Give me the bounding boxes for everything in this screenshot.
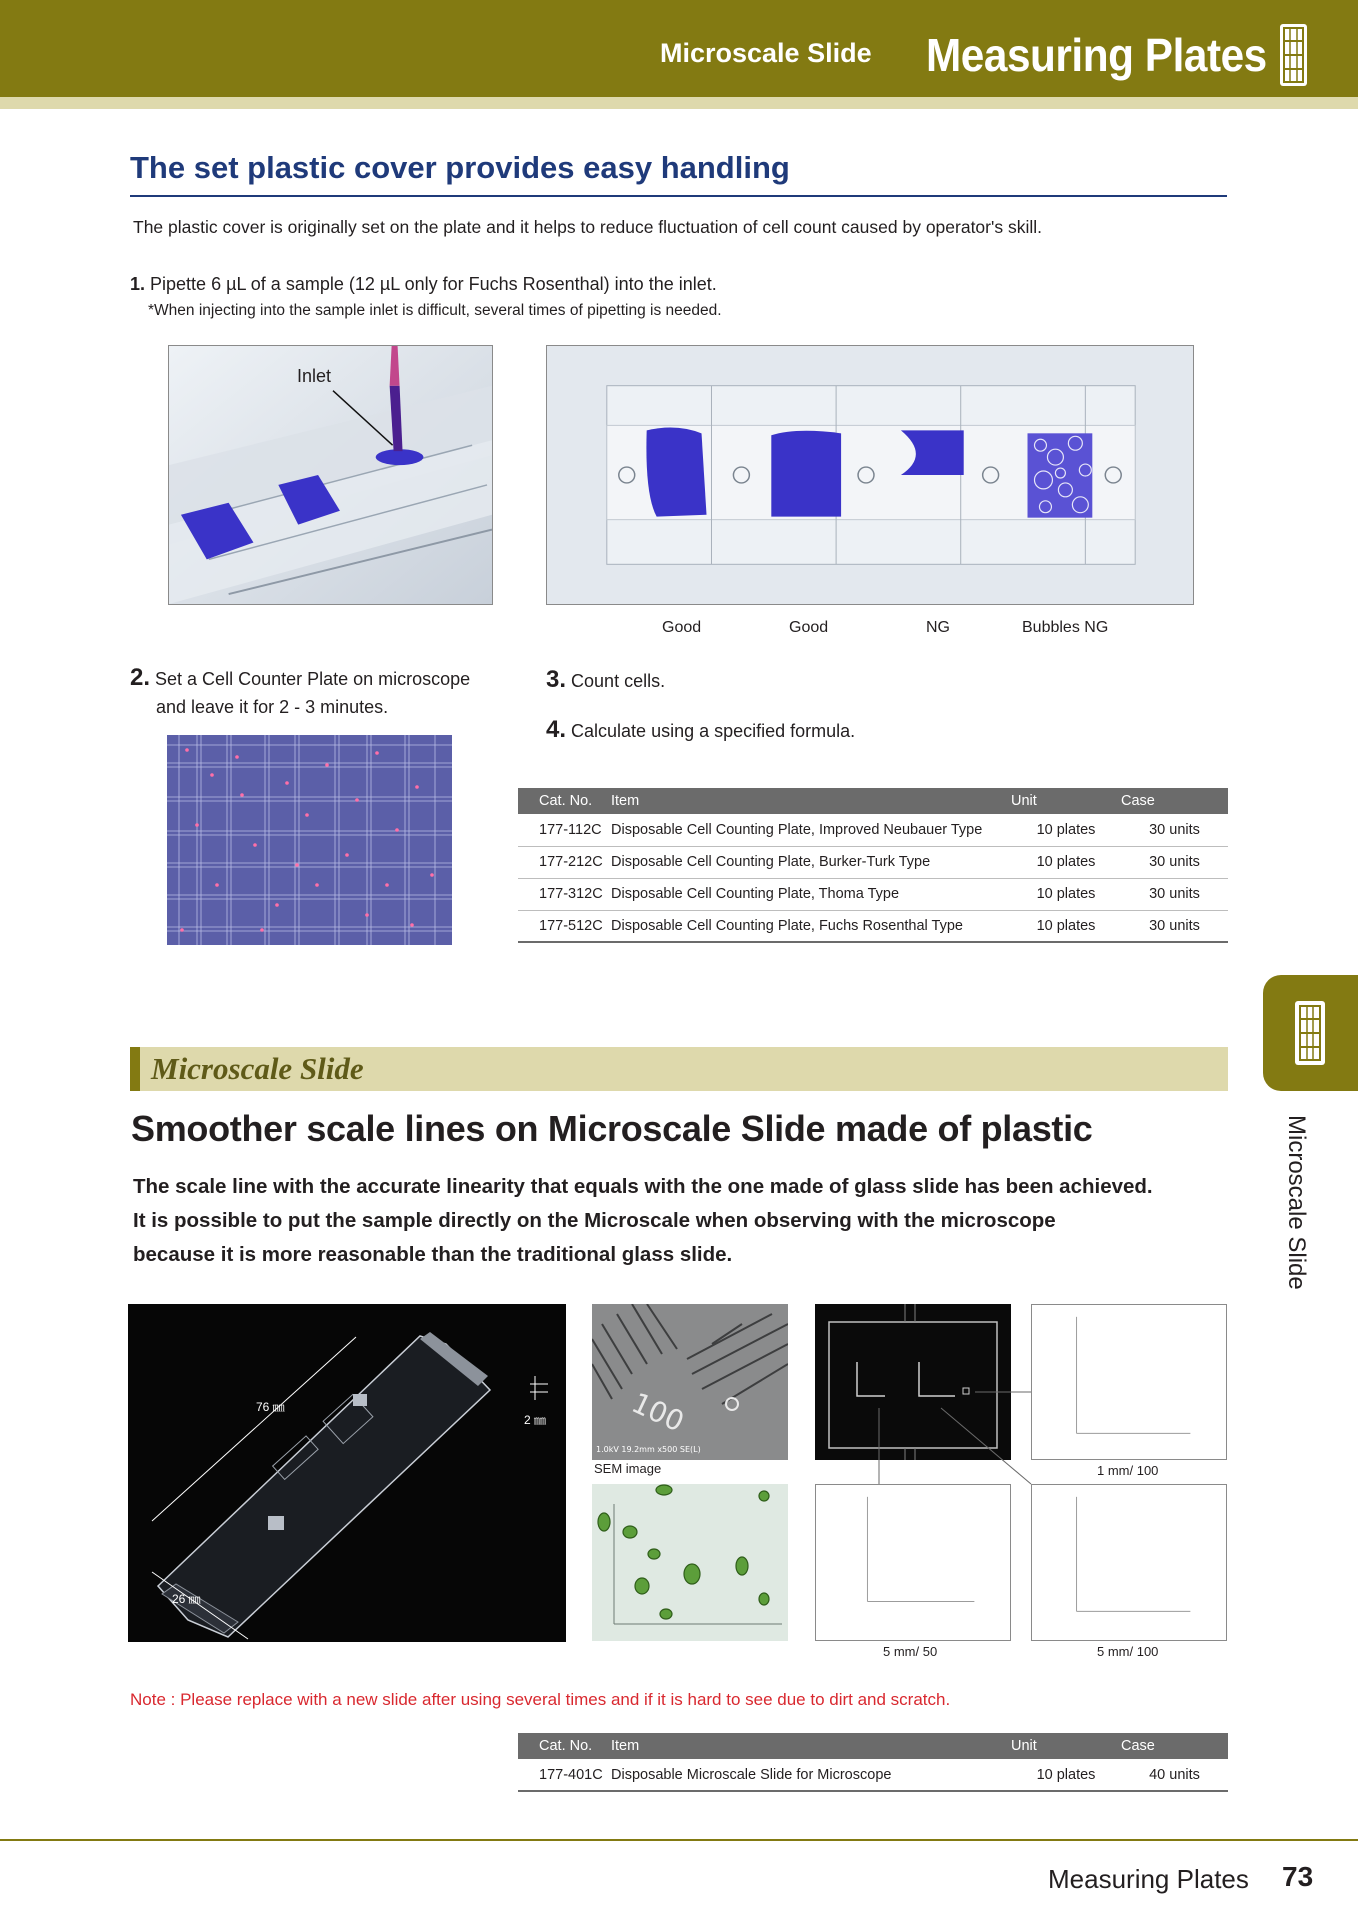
microscope-grid-image [167, 735, 452, 945]
step-4 [546, 716, 855, 744]
column-header-cat-no: Cat. No. [518, 788, 611, 814]
column-header-unit: Unit [1011, 1733, 1121, 1759]
plate-label-good-2: Good [789, 619, 829, 636]
dimension-2mm: 2 ㎜ [524, 1413, 547, 1427]
cell-unit: 10 plates [1011, 814, 1121, 846]
cell-item: Disposable Microscale Slide for Microscope [611, 1759, 1011, 1791]
cell-unit: 10 plates [1011, 1759, 1121, 1791]
step-2-line-2: and leave it for 2 - 3 minutes. [156, 697, 389, 717]
cell-case: 30 units [1121, 878, 1228, 910]
section-2-description [133, 1170, 1153, 1272]
heading-rule [130, 195, 1227, 197]
footer-rule [0, 1839, 1358, 1841]
cell-cat-no: 177-112C [518, 814, 611, 846]
scale-label-5mm-100: 5 mm/ 100 [1097, 1644, 1159, 1659]
plate-label-good-1: Good [662, 619, 702, 636]
grid-plate-icon [1295, 1001, 1325, 1065]
scale-detail-1mm [1031, 1304, 1227, 1460]
column-header-item: Item [611, 788, 1011, 814]
header-stripe [0, 97, 1358, 109]
plate-label-bubbles-ng: Bubbles NG [1022, 619, 1109, 636]
cell-plate-table [518, 788, 1228, 943]
table-row [518, 846, 1228, 878]
cell-item: Disposable Cell Counting Plate, Thoma Type [611, 878, 1011, 910]
sem-image-caption: SEM image [594, 1461, 662, 1476]
table-header-row [518, 788, 1228, 814]
scale-detail-5mm-50 [815, 1484, 1011, 1641]
cell-unit: 10 plates [1011, 878, 1121, 910]
description-line: because it is more reasonable than the traditional glass slide. [133, 1243, 733, 1266]
step-1-note: *When injecting into the sample inlet is difficult, several times of pipetting is needed. [148, 302, 722, 319]
table-row [518, 910, 1228, 942]
scale-overview-image [815, 1304, 1011, 1460]
usage-note: Note : Please replace with a new slide after using several times and if it is hard to see due to dirt and scratch. [130, 1690, 951, 1709]
dimension-26mm: 26 ㎜ [172, 1592, 201, 1606]
side-tab-label: Microscale Slide [1283, 1115, 1310, 1290]
step-2 [130, 664, 470, 721]
header-subtitle: Microscale Slide [660, 38, 872, 68]
dimension-76mm: 76 ㎜ [256, 1400, 285, 1414]
step-1-text: Pipette 6 µL of a sample (12 µL only for Fuchs Rosenthal) into the inlet. [150, 274, 717, 294]
section-band-accent [130, 1047, 140, 1091]
cell-case: 40 units [1121, 1759, 1228, 1791]
column-header-unit: Unit [1011, 788, 1121, 814]
cell-cat-no: 177-312C [518, 878, 611, 910]
scale-detail-5mm-100 [1031, 1484, 1227, 1641]
step-2-number: 2. [130, 664, 151, 691]
description-line: The scale line with the accurate linearity that equals with the one made of glass slide has been achieved. [133, 1175, 1153, 1198]
cell-case: 30 units [1121, 814, 1228, 846]
step-1-number: 1. [130, 274, 146, 294]
cell-cat-no: 177-212C [518, 846, 611, 878]
header-title: Measuring Plates [926, 29, 1267, 81]
step-1 [130, 274, 717, 295]
cell-unit: 10 plates [1011, 910, 1121, 942]
grid-plate-icon [1280, 24, 1307, 86]
plate-comparison-photo [546, 345, 1194, 605]
scale-label-1mm: 1 mm/ 100 [1097, 1463, 1159, 1478]
page-number: 73 [1282, 1861, 1314, 1892]
section-band-title: Microscale Slide [151, 1051, 364, 1086]
cell-cat-no: 177-512C [518, 910, 611, 942]
sem-image [592, 1304, 788, 1460]
microscale-slide-table [518, 1733, 1228, 1792]
sem-overlay-text: 1.0kV 19.2mm x500 SE(L) [596, 1445, 701, 1454]
column-header-item: Item [611, 1733, 1011, 1759]
footer-section-name: Measuring Plates [1048, 1864, 1249, 1894]
step-3-text: Count cells. [571, 671, 666, 691]
column-header-cat-no: Cat. No. [518, 1733, 611, 1759]
step-4-number: 4. [546, 716, 567, 743]
algae-scale-image [592, 1484, 788, 1641]
cell-unit: 10 plates [1011, 846, 1121, 878]
table-row [518, 878, 1228, 910]
column-header-case: Case [1121, 788, 1228, 814]
table-row [518, 1759, 1228, 1791]
cell-case: 30 units [1121, 846, 1228, 878]
cell-item: Disposable Cell Counting Plate, Improved Neubauer Type [611, 814, 1011, 846]
step-3-number: 3. [546, 666, 567, 693]
intro-text: The plastic cover is originally set on the plate and it helps to reduce fluctuation of cell count caused by operator's skill. [133, 217, 1042, 237]
cell-cat-no: 177-401C [518, 1759, 611, 1791]
section-heading: The set plastic cover provides easy handling [130, 150, 790, 185]
section-2-heading: Smoother scale lines on Microscale Slide made of plastic [131, 1108, 1093, 1149]
table-header-row [518, 1733, 1228, 1759]
cell-item: Disposable Cell Counting Plate, Burker-Turk Type [611, 846, 1011, 878]
step-4-text: Calculate using a specified formula. [571, 721, 856, 741]
column-header-case: Case [1121, 1733, 1228, 1759]
step-2-line-1: Set a Cell Counter Plate on microscope [155, 669, 471, 689]
description-line: It is possible to put the sample directly on the Microscale when observing with the microscope [133, 1209, 1056, 1232]
step-3 [546, 666, 665, 694]
inlet-label: Inlet [297, 366, 332, 386]
table-row [518, 814, 1228, 846]
sem-scale-digits: 100 [626, 1386, 690, 1439]
plate-label-ng: NG [926, 619, 950, 636]
scale-label-5mm-50: 5 mm/ 50 [883, 1644, 938, 1659]
cell-case: 30 units [1121, 910, 1228, 942]
cell-item: Disposable Cell Counting Plate, Fuchs Rosenthal Type [611, 910, 1011, 942]
